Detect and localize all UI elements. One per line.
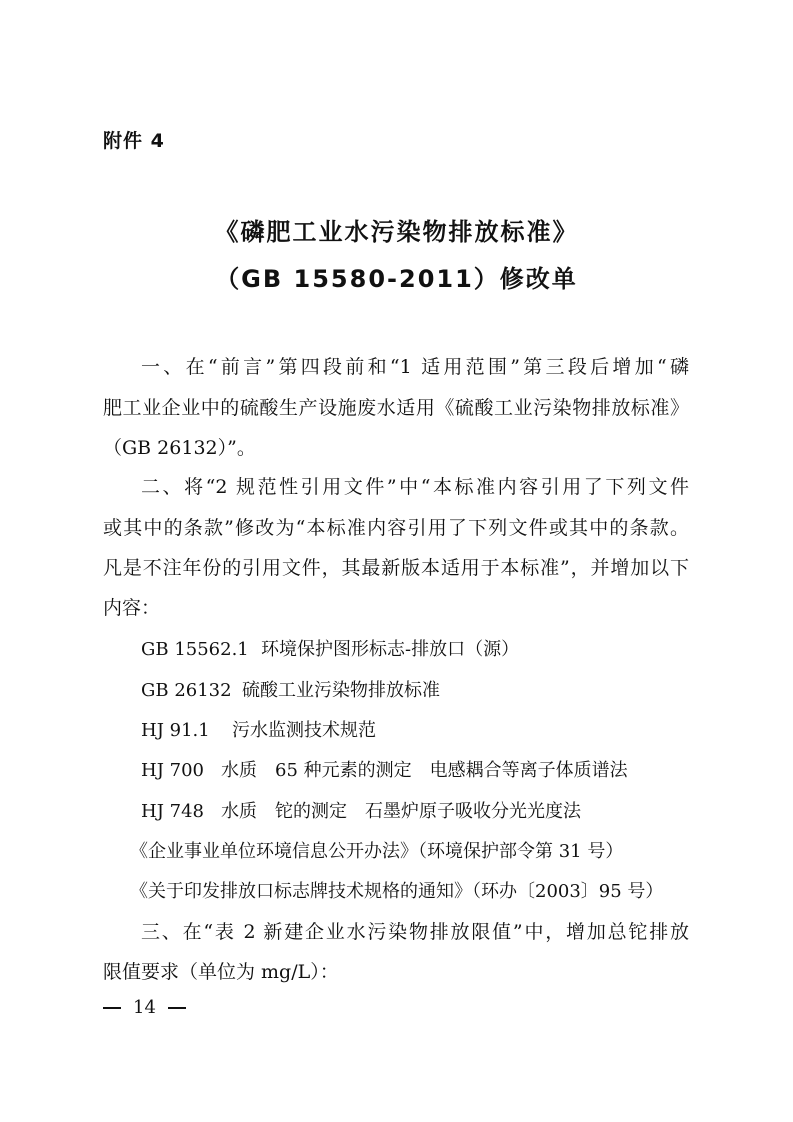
- reference-item: [141, 635, 519, 661]
- reference-item: [130, 837, 623, 863]
- reference-code: HJ 748: [141, 801, 204, 822]
- section1-line1: 一、在“前言”第四段前和“1 适用范围”第三段后增加“磷: [141, 356, 689, 378]
- reference-item: [141, 797, 581, 823]
- footer-dash-left: [103, 1007, 121, 1009]
- reference-code: HJ 91.1: [141, 720, 210, 741]
- reference-name: 环境保护图形标志-排放口（源）: [261, 639, 520, 660]
- page-footer: [103, 997, 186, 1018]
- reference-item: [141, 756, 628, 782]
- reference-name: 硫酸工业污染物排放标准: [242, 680, 440, 701]
- section2-line1: 二、将“2 规范性引用文件”中“本标准内容引用了下列文件: [141, 476, 689, 498]
- reference-code: GB 15562.1: [141, 639, 249, 660]
- reference-code: GB 26132: [141, 680, 232, 701]
- page-number: 14: [133, 997, 156, 1018]
- reference-code: HJ 700: [141, 760, 204, 781]
- section2-line4: 内容：: [103, 597, 161, 619]
- reference-name: 水质 铊的测定 石墨炉原子吸收分光光度法: [221, 801, 581, 822]
- section1-line3: （GB 26132）”。: [103, 437, 256, 459]
- reference-name: 污水监测技术规范: [232, 720, 376, 741]
- reference-item: [141, 716, 376, 742]
- section2-line2: 或其中的条款”修改为“本标准内容引用了下列文件或其中的条款。: [103, 517, 689, 539]
- reference-name: 《关于印发排放口标志牌技术规格的通知》（环办〔2003〕95 号）: [130, 881, 664, 902]
- section3-line1: 三、在“表 2 新建企业水污染物排放限值”中，增加总铊排放: [141, 921, 689, 943]
- reference-name: 《企业事业单位环境信息公开办法》（环境保护部令第 31 号）: [130, 841, 624, 862]
- reference-name: 水质 65 种元素的测定 电感耦合等离子体质谱法: [221, 760, 628, 781]
- annex-label: 附件 4: [103, 130, 165, 152]
- reference-item: [141, 676, 440, 702]
- document-title-line2: （GB 15580-2011）修改单: [215, 265, 578, 293]
- document-title-line1: 《磷肥工业水污染物排放标准》: [214, 218, 579, 246]
- section3-line2: 限值要求（单位为 mg/L）：: [103, 961, 339, 983]
- footer-dash-right: [168, 1007, 186, 1009]
- section1-line2: 肥工业企业中的硫酸生产设施废水适用《硫酸工业污染物排放标准》: [103, 397, 689, 419]
- reference-item: [130, 877, 663, 903]
- section2-line3: 凡是不注年份的引用文件，其最新版本适用于本标准”，并增加以下: [103, 557, 689, 579]
